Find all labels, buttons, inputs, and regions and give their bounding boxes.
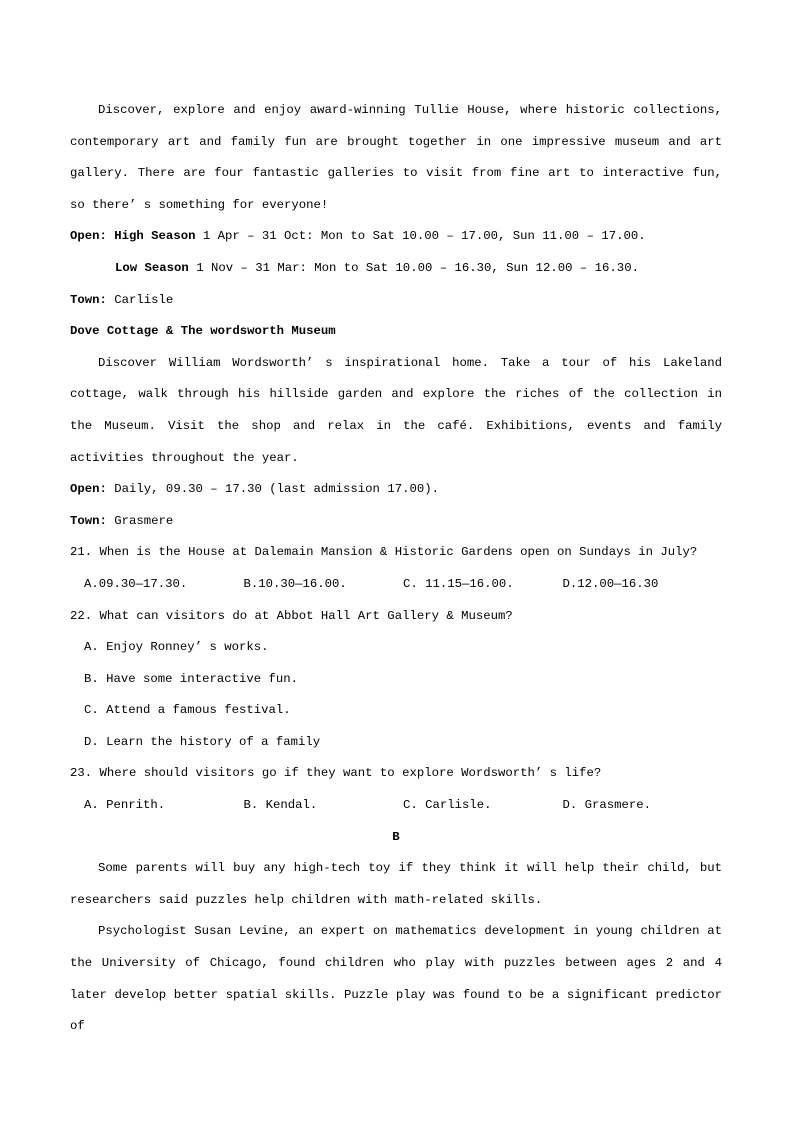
text: Grasmere [114, 513, 174, 528]
bold-text: Town: [70, 292, 115, 307]
bold-text: Dove Cottage & The wordsworth Museum [70, 324, 336, 339]
text: A. Enjoy Ronney’ s works. [84, 640, 269, 655]
town-grasmere-line [70, 506, 722, 538]
section-b-paragraph-2 [70, 916, 722, 1042]
open-hours-high-season [70, 221, 722, 253]
text: Daily, 09.30 – 17.30 (last admission 17.00). [114, 482, 439, 497]
text: Discover, explore and enjoy award-winning Tullie House, where historic collections, contemporary art and family fun are brought together in one impressive museum and art gallery. There are four fantastic galleries to visit from fine art to interactive fun, so there’ s something for everyone! [70, 103, 722, 212]
text: Carlisle [114, 292, 174, 307]
question-22 [70, 601, 722, 633]
bold-text: Low Season [115, 260, 197, 275]
text: Some parents will buy any high-tech toy if they think it will help their child, but researchers said puzzles help children with math-related skills. [70, 861, 722, 907]
answer-option: C. 11.15—16.00. [403, 576, 514, 591]
text: 23. Where should visitors go if they want to explore Wordsworth’ s life? [70, 766, 602, 781]
answer-option: D. Grasmere. [562, 798, 652, 813]
answer-option: A.09.30—17.30. [84, 576, 188, 591]
section-b-label [70, 822, 722, 854]
question-21 [70, 537, 722, 569]
bold-text: Open: [70, 229, 115, 244]
bold-text: Town: [70, 513, 115, 528]
text: Discover William Wordsworth’ s inspirational home. Take a tour of his Lakeland cottage, walk through his hillside garden and explore the riches of the collection in the Museum. Visit the shop and relax in the café. Exhibitions, events and family activities throughout the year. [70, 355, 722, 465]
open-hours-low-season [70, 253, 722, 285]
answer-option: C. Carlisle. [403, 798, 492, 813]
answer-option: B. Kendal. [243, 798, 318, 813]
answer-option: B.10.30—16.00. [243, 576, 347, 591]
answer-option: A. Penrith. [84, 798, 166, 813]
section-b-paragraph-1 [70, 853, 722, 916]
bold-text: High Season [114, 229, 203, 244]
text: 1 Nov – 31 Mar: Mon to Sat 10.00 – 16.30, Sun 12.00 – 16.30. [196, 260, 639, 275]
text: B. Have some interactive fun. [84, 671, 299, 686]
dove-cottage-heading [70, 316, 722, 348]
question-22-option-a [70, 632, 722, 664]
question-22-option-d [70, 727, 722, 759]
bold-text: Open: [70, 482, 115, 497]
text: C. Attend a famous festival. [84, 703, 291, 718]
question-23-options [70, 790, 722, 822]
text: 1 Apr – 31 Oct: Mon to Sat 10.00 – 17.00, Sun 11.00 – 17.00. [202, 229, 646, 244]
text: D. Learn the history of a family [84, 734, 321, 749]
dove-cottage-paragraph [70, 348, 722, 474]
question-21-options [70, 569, 722, 601]
question-22-option-c [70, 695, 722, 727]
town-carlisle-line [70, 285, 722, 317]
text: 21. When is the House at Dalemain Mansion & Historic Gardens open on Sundays in July? [70, 545, 698, 560]
text: 22. What can visitors do at Abbot Hall Art Gallery & Museum? [70, 608, 513, 623]
open-hours-dove-cottage [70, 474, 722, 506]
answer-option: D.12.00—16.30 [562, 576, 659, 591]
question-22-option-b [70, 664, 722, 696]
question-23 [70, 758, 722, 790]
text: Psychologist Susan Levine, an expert on mathematics development in young children at the University of Chicago, found children who play with puzzles between ages 2 and 4 later develop better spatial skills. Puzzle play was found to be a significant predictor of [70, 924, 722, 1034]
tullie-house-paragraph [70, 95, 722, 221]
bold-text: B [392, 829, 400, 844]
